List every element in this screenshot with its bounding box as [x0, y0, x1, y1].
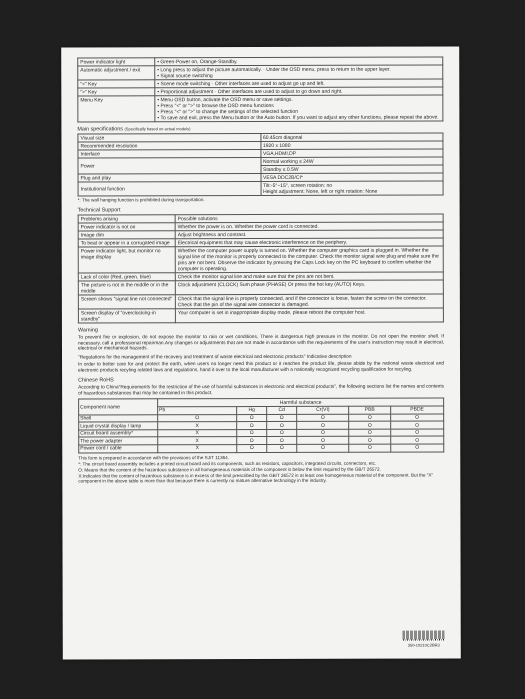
rohs-mark: O: [297, 414, 349, 422]
rohs-mark: O: [267, 422, 297, 430]
rohs-substance: Pb: [158, 407, 237, 415]
rohs-component: Power cord / cable: [79, 445, 158, 453]
indicator-item: • To save and exit, press the Menu button or the Auto button. If you want to adjust any other functions, please repeat the above.: [157, 114, 440, 121]
tech-support-title: Technical Support: [77, 207, 121, 214]
rohs-component: Liquid crystal display / lamp: [79, 422, 158, 430]
indicator-label: Menu Key: [78, 96, 155, 122]
rohs-note: *: The circuit board assembly includes a printed circuit board and its components, such as resistors, capacitors, integrated circuits, connectors, etc.: [78, 460, 377, 467]
rohs-substance: PBB: [349, 406, 391, 414]
rohs-table: [78, 398, 444, 453]
spec-value: Normal working ≤ 24W: [260, 158, 443, 166]
rohs-mark: O: [267, 444, 297, 452]
rohs-mark: O: [297, 429, 349, 437]
rohs-substance: Hg: [237, 407, 267, 415]
rohs-mark: O: [391, 444, 444, 452]
rohs-mark: O: [237, 444, 267, 452]
rohs-note: This form is prepared in accordance with the provisions of the SJ/T 11364.: [78, 454, 230, 461]
rohs-row: [79, 444, 444, 453]
rohs-mark: O: [391, 436, 444, 444]
rohs-note: O: Means that the content of the hazardous substance in all homogeneous materials of the component is below the limit required by the GB/T 26572.: [78, 466, 381, 473]
rohs-mark: X: [158, 429, 237, 437]
barcode-number: 350-10210C2BR3: [407, 642, 440, 648]
spec-value: 60.45cm diagonal: [260, 134, 443, 142]
tech-head-solution: Possible solutions: [175, 214, 443, 223]
tech-support-table: [78, 214, 444, 324]
tech-problem: Screen display of "overclocking-in standby": [78, 309, 175, 323]
tech-head-problem: Problems arising: [78, 215, 175, 223]
rohs-mark: O: [349, 421, 391, 429]
rohs-substance: Cr(VI): [297, 406, 349, 414]
spec-label: Recommended resolution: [78, 142, 261, 150]
indicator-item: • Menu OSD button, activate the OSD menu or save settings.: [157, 96, 440, 103]
tech-solution: Your computer is set in inappropriate display mode, please reboot the computer host.: [175, 308, 443, 323]
rohs-mark: O: [349, 414, 391, 422]
spec-value: VESA DDC2B/CI*: [261, 174, 444, 182]
tech-problem: To beat or appear in a corrugated image: [78, 239, 175, 247]
rohs-substance: PBDE: [391, 406, 444, 414]
barcode: [403, 631, 445, 641]
tech-solution: Electrical equipment that may cause electronic interference on the periphery.: [175, 238, 443, 247]
height-text: Height adjustment: None, left or right rotation: None: [263, 188, 378, 195]
indicator-table: [77, 57, 443, 123]
weee-text: In order to better care for and protect the earth, when users no longer need this product or it reaches the product life, please abide by the national waste electrical and electronic products recyling related laws and regulations, hand it over to the local manufacturer with a nationally recognized recycling qualification for recyling.: [78, 361, 445, 374]
rohs-mark: O: [267, 429, 297, 437]
rohs-substance: Cd: [267, 406, 297, 414]
tech-row: [78, 280, 443, 295]
indicator-label: Automatic adjustment / exit: [78, 66, 155, 80]
indicator-item: • Proportional adjustment · Other interfaces are used to adjust to go down and right.: [157, 88, 440, 95]
rohs-component-head: Component name: [79, 399, 158, 414]
spec-value: [261, 182, 444, 196]
wall-hanging-note: *: The wall hanging function is prohibited during transportation.: [77, 197, 205, 203]
indicator-label: "<" Key: [78, 80, 155, 88]
rohs-mark: O: [237, 422, 267, 430]
rohs-component: The power adapter: [79, 437, 158, 445]
indicator-label: Power indicator light: [78, 58, 155, 66]
spec-value: Standby ≤ 0.5W: [261, 166, 444, 174]
spec-label: Power: [78, 158, 261, 174]
main-spec-subtitle: (Specifically based on actual models): [124, 126, 191, 132]
spec-label: Visual size: [78, 134, 261, 142]
rohs-mark: O: [158, 414, 237, 422]
spec-label: Institutional function: [78, 182, 261, 196]
rohs-mark: O: [349, 437, 391, 445]
spec-value: 1920 x 1080: [260, 142, 443, 150]
rohs-note: X:Indicates that the content of hazardous substance is in excess of the limit prescribed by the GB/T 26572 in at least one homogeneous material of the component. But the "X" component in the above table is more than that because there is currently no mature alternative technology in the industry.: [78, 472, 434, 484]
indicator-item: • Green-Power on, Orange-Standby.: [157, 58, 440, 65]
tech-row: [78, 308, 443, 323]
rohs-mark: X: [158, 437, 237, 445]
tech-row: [78, 246, 443, 273]
tech-solution: Check the monitor signal line and make sure that the pins are not bent.: [175, 272, 443, 281]
tech-problem: Lack of color (Red, green, blue): [78, 273, 175, 281]
main-spec-heading: [77, 126, 443, 133]
weee-title: "Regulations for the management of the recovery and treatment of waste electrical and electronic products" Indicative description: [78, 354, 352, 361]
rohs-mark: O: [349, 444, 391, 452]
rohs-title: Chinese RoHS: [78, 377, 114, 384]
tech-problem: The picture is not in the middle or in the middle: [78, 281, 175, 295]
rohs-mark: O: [237, 437, 267, 445]
warning-title: Warning: [77, 327, 98, 334]
rohs-mark: X: [158, 445, 237, 453]
indicator-row: [78, 95, 443, 122]
rohs-mark: O: [237, 414, 267, 422]
tech-problem: Power indicator light, but monitor no image display: [78, 247, 175, 273]
warning-text: To prevent fire or explosion, do not expose the monitor to rain or wet conditions, There is dangerous high pressure in the monitor. Do not open the monitor shell. If necessary, call a professional repairman.Any changes or adjustments that are not made in accordance with the requirements of the user's instruction may result in electrical, electrical or mechanical hazards.: [77, 334, 444, 352]
tech-problem: Screen shows "signal line not connected": [78, 295, 175, 309]
indicator-item: • Long press to adjust the picture automatically. · Under the OSD menu, press to return to the upper layer.: [157, 66, 440, 73]
spec-label: Plug and play: [78, 174, 261, 182]
tech-problem: Image dim: [78, 231, 175, 239]
rohs-mark: O: [267, 437, 297, 445]
rohs-mark: O: [391, 429, 444, 437]
manual-page: [61, 46, 461, 659]
rohs-mark: O: [391, 414, 444, 422]
rohs-mark: O: [267, 414, 297, 422]
indicator-desc: [155, 95, 443, 122]
main-spec-title: Main specifications: [77, 126, 123, 133]
page-content: [77, 57, 444, 485]
rohs-mark: O: [237, 429, 267, 437]
tech-solution: Whether the computer power supply is turned on. Whether the computer graphics card is plugged in. Whether the signal line of the monitor is properly connected to the computer. Check the monitor signal wire plug and make sure the pins are not bent. Observe the indicator by pressing the Caps Lock key on the PC keyboard to confirm whether the computer is operating.: [175, 246, 443, 273]
tilt-text: Tilt:-5°~15°, screen rotation: no: [263, 182, 333, 189]
indicator-desc: [155, 65, 443, 80]
tech-problem: Power indicator is not on: [78, 223, 175, 231]
indicator-item: • Signal source switching: [157, 72, 440, 79]
indicator-label: ">" Key: [78, 88, 155, 96]
tech-solution: Clock adjustment (CLOCK) Sum phase (PHASE) Or press the hot key (AUTO) Keys.: [175, 280, 443, 295]
rohs-mark: O: [349, 429, 391, 437]
rohs-mark: O: [297, 444, 349, 452]
indicator-row: [78, 65, 443, 80]
indicator-item: • Scene mode switching · Other interfaces are used to adjust go up and left.: [157, 80, 440, 87]
tech-solution: Adjust brightness and contrast.: [175, 230, 443, 239]
indicator-item: • Press "<" or ">" to change the settings of the selected function: [157, 108, 440, 115]
spec-label: Interface: [78, 150, 261, 158]
rohs-mark: O: [297, 437, 349, 445]
main-spec-table: [77, 133, 443, 197]
rohs-intro: According to China"Requirements for the restriction of the use of harmful substances in electronic and electrical products", the following sections list the names and contents of hazardous substances that may be contained in this product.: [78, 384, 445, 397]
rohs-component: Circuit board assembly*: [79, 430, 158, 438]
rohs-notes: [78, 454, 444, 484]
tech-solution: Whether the power is on. Whether the power cord is connected.: [175, 222, 443, 231]
rohs-mark: O: [391, 421, 444, 429]
rohs-mark: O: [297, 421, 349, 429]
tech-solution: Check that the signal line is properly connected, and if the connector is loose, fasten the screw on the connector. Check that the pin of the signal wire connector is damaged.: [175, 294, 443, 309]
indicator-item: • Press "<" or ">" to browse the OSD menu functions: [157, 102, 440, 109]
spec-value: VGA,HDMI,DP: [260, 150, 443, 158]
rohs-harmful-head: Harmful substance: [158, 398, 444, 406]
rohs-mark: X: [158, 422, 237, 430]
spec-row: [78, 182, 443, 197]
rohs-component: Shell: [79, 414, 158, 422]
tech-row: [78, 294, 443, 309]
